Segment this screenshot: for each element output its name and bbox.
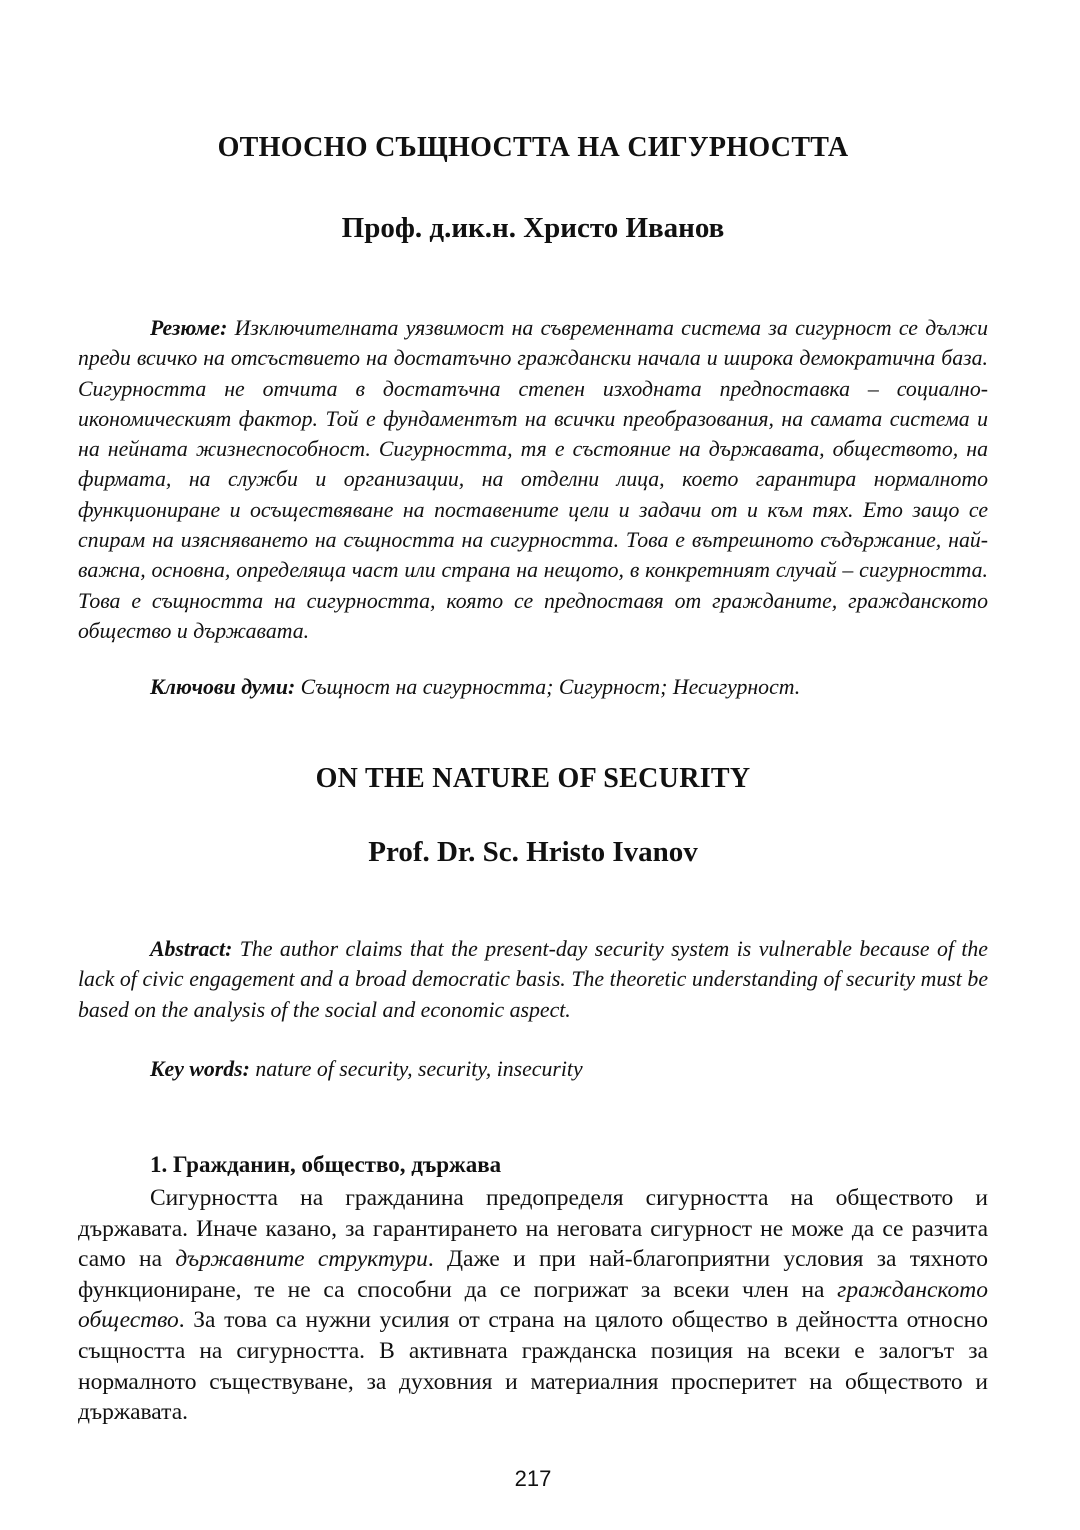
section-heading: 1. Гражданин, общество, държава (150, 1152, 502, 1177)
english-keywords-text: nature of security, security, insecurity (249, 1057, 583, 1081)
english-abstract-text: The author claims that the present-day security system is vulnerable because of the lack of civic engagement and a broad democratic basis. The theoretic understanding of security must be based on the analysis of the social and economic aspect. (78, 937, 988, 1022)
bulgarian-keywords-label: Ключови думи: (150, 675, 296, 699)
body-emphasis-1: държавните структури (175, 1246, 428, 1273)
english-author: Prof. Dr. Sc. Hristo Ivanov (368, 836, 698, 868)
bulgarian-abstract-text: Изключителната уязвимост на съвременната система за сигурност се дължи преди всичко на отсъствието на достатъчно граждански начала и широка демократична база. Сигурността не отчита в достатъчна степен изходната предпоставка – социално-икономическият фактор. Той е фундаментът на всички преобразования, на самата система и на нейната жизнеспособност. Сигурността, тя е състояние на държавата, обществото, на фирмата, на служби и организации, на отделни лица, което гарантира нормалното функциониране и осъществяване на поставените цели и задачи от и към тях. Ето защо се спирам на изясняването на същността на сигурността. Това е вътрешното съдържание, най-важна, основна, определяща част или страна на нещото, в конкретният случай – сигурността. Това е същността на сигурността, която се предпоставя от гражданите, гражданското общество и държавата. (78, 316, 988, 643)
section-body-paragraph (78, 1183, 988, 1428)
bulgarian-abstract-label: Резюме: (150, 316, 228, 340)
english-abstract-label: Abstract: (150, 937, 233, 961)
bulgarian-author: Проф. д.ик.н. Христо Иванов (341, 212, 725, 244)
english-title: ON THE NATURE OF SECURITY (315, 763, 751, 794)
body-text-part-2: . Даже и при най-благоприятни условия за тяхното функциониране, те не са способни да се погрижат за всеки член на (78, 1246, 988, 1303)
body-text-part-3: . За това са нужни усилия от страна на цялото общество в дейността относно същността на сигурността. В активната гражданска позиция на всеки е залогът за нормалното съществуване, за духовния и материалния просперитет на обществото и държавата. (78, 1307, 988, 1426)
bulgarian-abstract (78, 313, 988, 646)
english-keywords (78, 1054, 988, 1084)
bulgarian-title: ОТНОСНО СЪЩНОСТТА НА СИГУРНОСТТА (217, 132, 849, 163)
english-keywords-label: Key words: (150, 1057, 250, 1081)
paper-page (78, 0, 988, 1530)
english-abstract (78, 934, 988, 1025)
body-text-part-1: Сигурността на гражданина предопределя сигурността на обществото и държавата. Иначе казано, за гарантирането на неговата сигурност не може да се разчита само на (78, 1185, 988, 1273)
body-emphasis-2: гражданското общество (78, 1276, 988, 1334)
page-number: 217 (514, 1466, 552, 1491)
bulgarian-keywords-text: Същност на сигурността; Сигурност; Несигурност. (295, 675, 801, 699)
bulgarian-keywords (78, 672, 988, 702)
